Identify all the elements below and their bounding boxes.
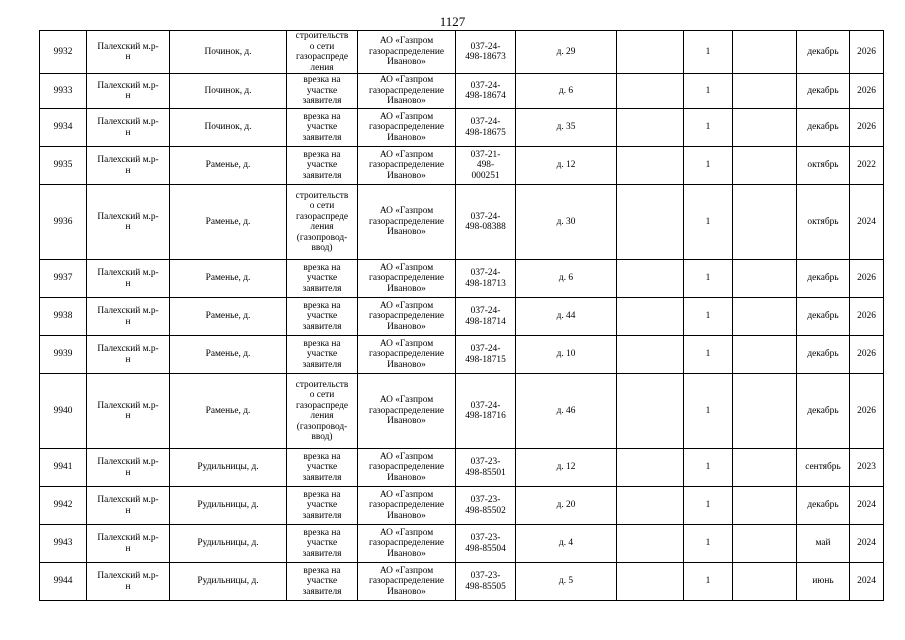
cell-locality: Починок, д. bbox=[170, 109, 287, 147]
cell-qty: 1 bbox=[684, 31, 733, 74]
cell-work: врезка на участке заявителя bbox=[287, 563, 358, 601]
cell-num: 9939 bbox=[40, 336, 87, 374]
cell-empty1 bbox=[617, 147, 684, 185]
cell-qty: 1 bbox=[684, 374, 733, 449]
table-row bbox=[40, 260, 884, 298]
table-row bbox=[40, 563, 884, 601]
cell-code: 037-24- 498-18674 bbox=[456, 74, 516, 109]
cell-locality: Раменье, д. bbox=[170, 147, 287, 185]
cell-district: Палехский м.р- н bbox=[87, 563, 170, 601]
cell-locality: Рудильницы, д. bbox=[170, 487, 287, 525]
cell-locality: Починок, д. bbox=[170, 31, 287, 74]
cell-work: врезка на участке заявителя bbox=[287, 336, 358, 374]
cell-code: 037-23- 498-85502 bbox=[456, 487, 516, 525]
cell-empty2 bbox=[733, 336, 797, 374]
cell-house: д. 10 bbox=[516, 336, 617, 374]
cell-empty1 bbox=[617, 336, 684, 374]
cell-month: декабрь bbox=[797, 260, 850, 298]
cell-org: АО «Газпром газораспределение Иваново» bbox=[358, 298, 456, 336]
cell-num: 9944 bbox=[40, 563, 87, 601]
cell-month: май bbox=[797, 525, 850, 563]
cell-year: 2023 bbox=[850, 449, 884, 487]
cell-empty1 bbox=[617, 109, 684, 147]
cell-locality: Раменье, д. bbox=[170, 298, 287, 336]
cell-year: 2024 bbox=[850, 487, 884, 525]
cell-empty2 bbox=[733, 31, 797, 74]
table-row bbox=[40, 147, 884, 185]
cell-org: АО «Газпром газораспределение Иваново» bbox=[358, 374, 456, 449]
cell-house: д. 4 bbox=[516, 525, 617, 563]
cell-code: 037-24- 498-18716 bbox=[456, 374, 516, 449]
cell-org: АО «Газпром газораспределение Иваново» bbox=[358, 525, 456, 563]
cell-org: АО «Газпром газораспределение Иваново» bbox=[358, 260, 456, 298]
cell-work: строительств о сети газораспреде ления bbox=[287, 31, 358, 74]
cell-empty2 bbox=[733, 449, 797, 487]
cell-num: 9940 bbox=[40, 374, 87, 449]
cell-house: д. 29 bbox=[516, 31, 617, 74]
cell-code: 037-23- 498-85501 bbox=[456, 449, 516, 487]
cell-code: 037-24- 498-18673 bbox=[456, 31, 516, 74]
cell-year: 2026 bbox=[850, 31, 884, 74]
cell-year: 2026 bbox=[850, 298, 884, 336]
cell-house: д. 20 bbox=[516, 487, 617, 525]
cell-qty: 1 bbox=[684, 74, 733, 109]
cell-house: д. 46 bbox=[516, 374, 617, 449]
cell-house: д. 30 bbox=[516, 185, 617, 260]
cell-house: д. 44 bbox=[516, 298, 617, 336]
cell-work: врезка на участке заявителя bbox=[287, 147, 358, 185]
cell-house: д. 6 bbox=[516, 74, 617, 109]
cell-work: врезка на участке заявителя bbox=[287, 487, 358, 525]
cell-district: Палехский м.р- н bbox=[87, 298, 170, 336]
cell-locality: Раменье, д. bbox=[170, 185, 287, 260]
cell-empty2 bbox=[733, 563, 797, 601]
cell-district: Палехский м.р- н bbox=[87, 109, 170, 147]
cell-empty2 bbox=[733, 374, 797, 449]
cell-month: декабрь bbox=[797, 31, 850, 74]
cell-org: АО «Газпром газораспределение Иваново» bbox=[358, 563, 456, 601]
cell-work: врезка на участке заявителя bbox=[287, 74, 358, 109]
table-row bbox=[40, 487, 884, 525]
cell-work: врезка на участке заявителя bbox=[287, 449, 358, 487]
cell-code: 037-24- 498-18715 bbox=[456, 336, 516, 374]
cell-qty: 1 bbox=[684, 563, 733, 601]
cell-month: декабрь bbox=[797, 487, 850, 525]
cell-work: врезка на участке заявителя bbox=[287, 298, 358, 336]
cell-locality: Рудильницы, д. bbox=[170, 449, 287, 487]
cell-empty1 bbox=[617, 525, 684, 563]
cell-locality: Раменье, д. bbox=[170, 336, 287, 374]
cell-month: декабрь bbox=[797, 336, 850, 374]
cell-code: 037-23- 498-85504 bbox=[456, 525, 516, 563]
cell-qty: 1 bbox=[684, 185, 733, 260]
cell-locality: Рудильницы, д. bbox=[170, 525, 287, 563]
cell-year: 2024 bbox=[850, 563, 884, 601]
table-row bbox=[40, 298, 884, 336]
cell-month: октябрь bbox=[797, 147, 850, 185]
cell-empty2 bbox=[733, 74, 797, 109]
cell-month: декабрь bbox=[797, 109, 850, 147]
cell-empty2 bbox=[733, 487, 797, 525]
cell-house: д. 35 bbox=[516, 109, 617, 147]
cell-work: строительств о сети газораспреде ления (газопровод- ввод) bbox=[287, 185, 358, 260]
cell-district: Палехский м.р- н bbox=[87, 147, 170, 185]
cell-qty: 1 bbox=[684, 147, 733, 185]
cell-house: д. 12 bbox=[516, 449, 617, 487]
cell-district: Палехский м.р- н bbox=[87, 487, 170, 525]
cell-qty: 1 bbox=[684, 449, 733, 487]
gas-connection-table bbox=[39, 30, 884, 601]
cell-year: 2026 bbox=[850, 374, 884, 449]
cell-org: АО «Газпром газораспределение Иваново» bbox=[358, 74, 456, 109]
cell-house: д. 5 bbox=[516, 563, 617, 601]
cell-work: врезка на участке заявителя bbox=[287, 109, 358, 147]
cell-district: Палехский м.р- н bbox=[87, 449, 170, 487]
cell-empty2 bbox=[733, 298, 797, 336]
cell-house: д. 6 bbox=[516, 260, 617, 298]
cell-locality: Починок, д. bbox=[170, 74, 287, 109]
cell-org: АО «Газпром газораспределение Иваново» bbox=[358, 336, 456, 374]
cell-num: 9941 bbox=[40, 449, 87, 487]
cell-empty2 bbox=[733, 525, 797, 563]
cell-year: 2024 bbox=[850, 185, 884, 260]
cell-empty1 bbox=[617, 31, 684, 74]
cell-month: июнь bbox=[797, 563, 850, 601]
cell-empty2 bbox=[733, 109, 797, 147]
page-number: 1127 bbox=[439, 14, 466, 29]
cell-num: 9935 bbox=[40, 147, 87, 185]
cell-district: Палехский м.р- н bbox=[87, 336, 170, 374]
cell-qty: 1 bbox=[684, 487, 733, 525]
cell-empty1 bbox=[617, 74, 684, 109]
cell-month: октябрь bbox=[797, 185, 850, 260]
cell-num: 9943 bbox=[40, 525, 87, 563]
cell-empty2 bbox=[733, 260, 797, 298]
cell-empty1 bbox=[617, 260, 684, 298]
cell-num: 9933 bbox=[40, 74, 87, 109]
cell-district: Палехский м.р- н bbox=[87, 525, 170, 563]
cell-district: Палехский м.р- н bbox=[87, 31, 170, 74]
table-row bbox=[40, 109, 884, 147]
cell-district: Палехский м.р- н bbox=[87, 374, 170, 449]
cell-house: д. 12 bbox=[516, 147, 617, 185]
cell-qty: 1 bbox=[684, 336, 733, 374]
cell-locality: Раменье, д. bbox=[170, 374, 287, 449]
cell-month: декабрь bbox=[797, 298, 850, 336]
cell-year: 2022 bbox=[850, 147, 884, 185]
cell-num: 9932 bbox=[40, 31, 87, 74]
cell-work: врезка на участке заявителя bbox=[287, 260, 358, 298]
cell-qty: 1 bbox=[684, 525, 733, 563]
cell-num: 9942 bbox=[40, 487, 87, 525]
table-row bbox=[40, 336, 884, 374]
cell-empty1 bbox=[617, 185, 684, 260]
cell-code: 037-24- 498-18714 bbox=[456, 298, 516, 336]
cell-num: 9936 bbox=[40, 185, 87, 260]
cell-org: АО «Газпром газораспределение Иваново» bbox=[358, 147, 456, 185]
cell-district: Палехский м.р- н bbox=[87, 260, 170, 298]
cell-year: 2026 bbox=[850, 74, 884, 109]
cell-org: АО «Газпром газораспределение Иваново» bbox=[358, 109, 456, 147]
cell-empty1 bbox=[617, 487, 684, 525]
cell-month: декабрь bbox=[797, 74, 850, 109]
cell-work: строительств о сети газораспреде ления (газопровод- ввод) bbox=[287, 374, 358, 449]
table-row bbox=[40, 31, 884, 74]
cell-empty2 bbox=[733, 147, 797, 185]
cell-qty: 1 bbox=[684, 260, 733, 298]
cell-org: АО «Газпром газораспределение Иваново» bbox=[358, 487, 456, 525]
cell-empty1 bbox=[617, 449, 684, 487]
cell-empty1 bbox=[617, 298, 684, 336]
cell-num: 9934 bbox=[40, 109, 87, 147]
cell-year: 2024 bbox=[850, 525, 884, 563]
cell-num: 9938 bbox=[40, 298, 87, 336]
cell-org: АО «Газпром газораспределение Иваново» bbox=[358, 31, 456, 74]
table-row bbox=[40, 449, 884, 487]
table-row bbox=[40, 374, 884, 449]
cell-org: АО «Газпром газораспределение Иваново» bbox=[358, 449, 456, 487]
cell-code: 037-24- 498-18675 bbox=[456, 109, 516, 147]
cell-qty: 1 bbox=[684, 109, 733, 147]
cell-empty1 bbox=[617, 374, 684, 449]
cell-code: 037-24- 498-18713 bbox=[456, 260, 516, 298]
table-body bbox=[40, 31, 884, 601]
cell-locality: Раменье, д. bbox=[170, 260, 287, 298]
cell-work: врезка на участке заявителя bbox=[287, 525, 358, 563]
cell-empty2 bbox=[733, 185, 797, 260]
cell-locality: Рудильницы, д. bbox=[170, 563, 287, 601]
cell-num: 9937 bbox=[40, 260, 87, 298]
cell-month: сентябрь bbox=[797, 449, 850, 487]
cell-year: 2026 bbox=[850, 260, 884, 298]
cell-qty: 1 bbox=[684, 298, 733, 336]
cell-month: декабрь bbox=[797, 374, 850, 449]
table-row bbox=[40, 525, 884, 563]
cell-empty1 bbox=[617, 563, 684, 601]
cell-district: Палехский м.р- н bbox=[87, 185, 170, 260]
cell-district: Палехский м.р- н bbox=[87, 74, 170, 109]
table-row bbox=[40, 74, 884, 109]
cell-code: 037-21- 498- 000251 bbox=[456, 147, 516, 185]
table-row bbox=[40, 185, 884, 260]
cell-year: 2026 bbox=[850, 336, 884, 374]
cell-code: 037-23- 498-85505 bbox=[456, 563, 516, 601]
cell-org: АО «Газпром газораспределение Иваново» bbox=[358, 185, 456, 260]
cell-year: 2026 bbox=[850, 109, 884, 147]
cell-code: 037-24- 498-08388 bbox=[456, 185, 516, 260]
